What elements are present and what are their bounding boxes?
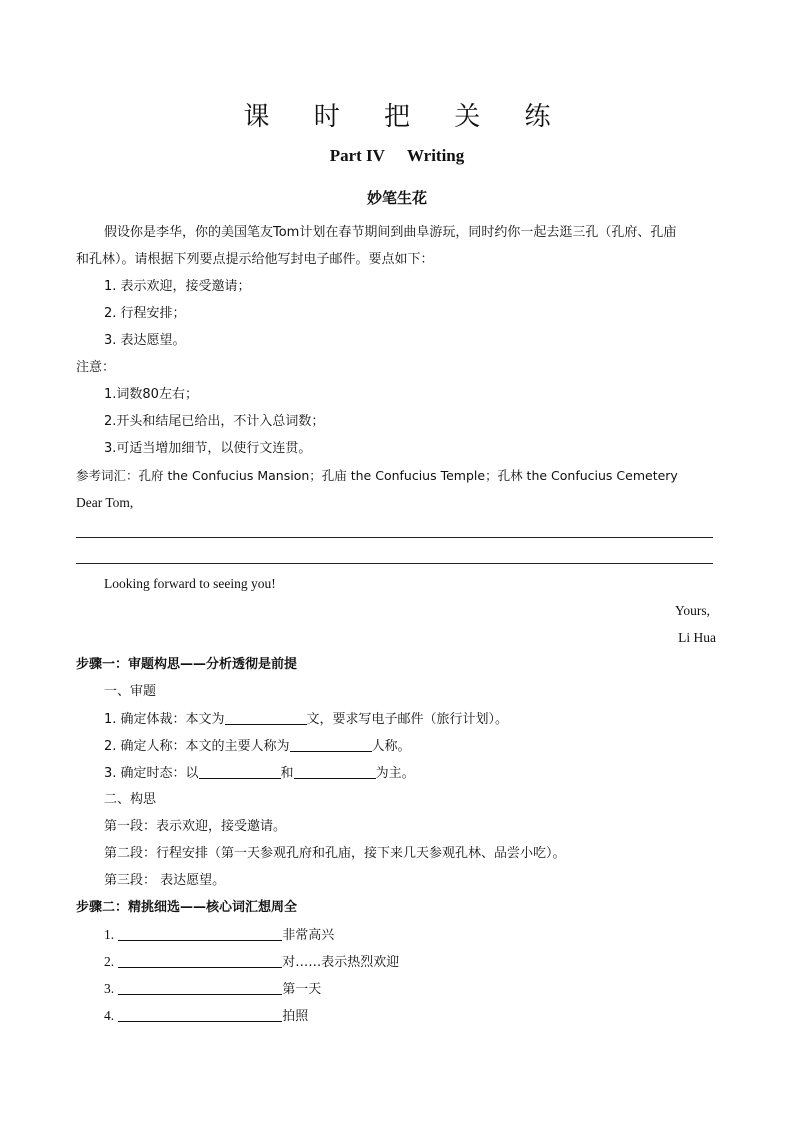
letter-greeting: Dear Tom, <box>76 495 134 510</box>
notes-label: 注意： <box>76 360 116 375</box>
letter-sign-off: Yours, <box>674 603 710 618</box>
vocab-item-meaning: 非常高兴 <box>282 928 335 943</box>
part-label: Part IV <box>329 146 385 165</box>
letter-closing: Looking forward to seeing you! <box>104 576 276 591</box>
vocab-item <box>104 953 399 972</box>
question-genre-prefix: 1. 确定体裁：本文为 <box>104 712 225 727</box>
vocab-answer-blank[interactable] <box>118 953 282 968</box>
question-person-suffix: 人称。 <box>371 739 411 754</box>
step1-section-analysis: 一、审题 <box>104 684 157 699</box>
step2-heading: 步骤二：精挑细选——核心词汇想周全 <box>76 900 298 915</box>
note-item-1: 1.词数80左右； <box>104 387 198 402</box>
question-person-prefix: 2. 确定人称：本文的主要人称为 <box>104 739 290 754</box>
step1-section-planning: 二、构思 <box>104 792 157 807</box>
vocab-item <box>104 926 334 945</box>
question-genre <box>104 710 508 729</box>
question-tense <box>104 764 415 783</box>
part-heading <box>0 146 794 166</box>
plan-paragraph-1: 第一段：表示欢迎，接受邀请。 <box>104 819 287 834</box>
vocab-answer-blank[interactable] <box>118 980 282 995</box>
note-item-3: 3.可适当增加细节，以使行文连贯。 <box>104 441 312 456</box>
question-person <box>104 737 411 756</box>
tense-blank-2[interactable] <box>294 764 376 779</box>
letter-signature: Li Hua <box>678 630 716 645</box>
vocab-item-number: 1. <box>104 927 115 942</box>
vocab-answer-blank[interactable] <box>118 926 282 941</box>
tense-blank-1[interactable] <box>199 764 281 779</box>
writing-line-2[interactable] <box>76 563 713 564</box>
vocab-item <box>104 1007 308 1026</box>
question-tense-middle: 和 <box>280 766 294 781</box>
question-genre-suffix: 文，要求写电子邮件（旅行计划）。 <box>306 712 509 727</box>
plan-paragraph-3: 第三段： 表达愿望。 <box>104 873 226 888</box>
step1-heading: 步骤一：审题构思——分析透彻是前提 <box>76 657 298 672</box>
question-tense-prefix: 3. 确定时态：以 <box>104 766 199 781</box>
prompt-line-2: 和孔林）。请根据下列要点提示给他写封电子邮件。要点如下： <box>76 252 434 267</box>
vocab-item-meaning: 第一天 <box>282 982 322 997</box>
vocab-item-number: 3. <box>104 981 115 996</box>
page-title: 课 时 把 关 练 <box>243 102 569 132</box>
question-tense-suffix: 为主。 <box>375 766 415 781</box>
writing-line-1[interactable] <box>76 537 713 538</box>
vocab-answer-blank[interactable] <box>118 1007 282 1022</box>
note-item-2: 2.开头和结尾已给出，不计入总词数； <box>104 414 325 429</box>
vocab-item-number: 2. <box>104 954 115 969</box>
person-blank[interactable] <box>290 737 372 752</box>
genre-blank[interactable] <box>225 710 307 725</box>
prompt-point-3: 3. 表达愿望。 <box>104 333 186 348</box>
prompt-line-1: 假设你是李华，你的美国笔友Tom计划在春节期间到曲阜游玩，同时约你一起去逛三孔（孔府、孔庙 <box>104 225 677 240</box>
part-name: Writing <box>406 146 465 165</box>
section-subtitle: 妙笔生花 <box>366 189 427 207</box>
prompt-point-2: 2. 行程安排； <box>104 306 186 321</box>
vocab-item-meaning: 拍照 <box>282 1009 309 1024</box>
vocab-item <box>104 980 321 999</box>
prompt-point-1: 1. 表示欢迎，接受邀请； <box>104 279 251 294</box>
plan-paragraph-2: 第二段：行程安排（第一天参观孔府和孔庙，接下来几天参观孔林、品尝小吃）。 <box>104 846 566 861</box>
vocab-item-number: 4. <box>104 1008 115 1023</box>
vocab-item-meaning: 对……表示热烈欢迎 <box>282 955 400 970</box>
vocabulary-reference: 参考词汇：孔府 the Confucius Mansion；孔庙 the Confucius Temple；孔林 the Confucius Cemetery <box>76 468 678 483</box>
